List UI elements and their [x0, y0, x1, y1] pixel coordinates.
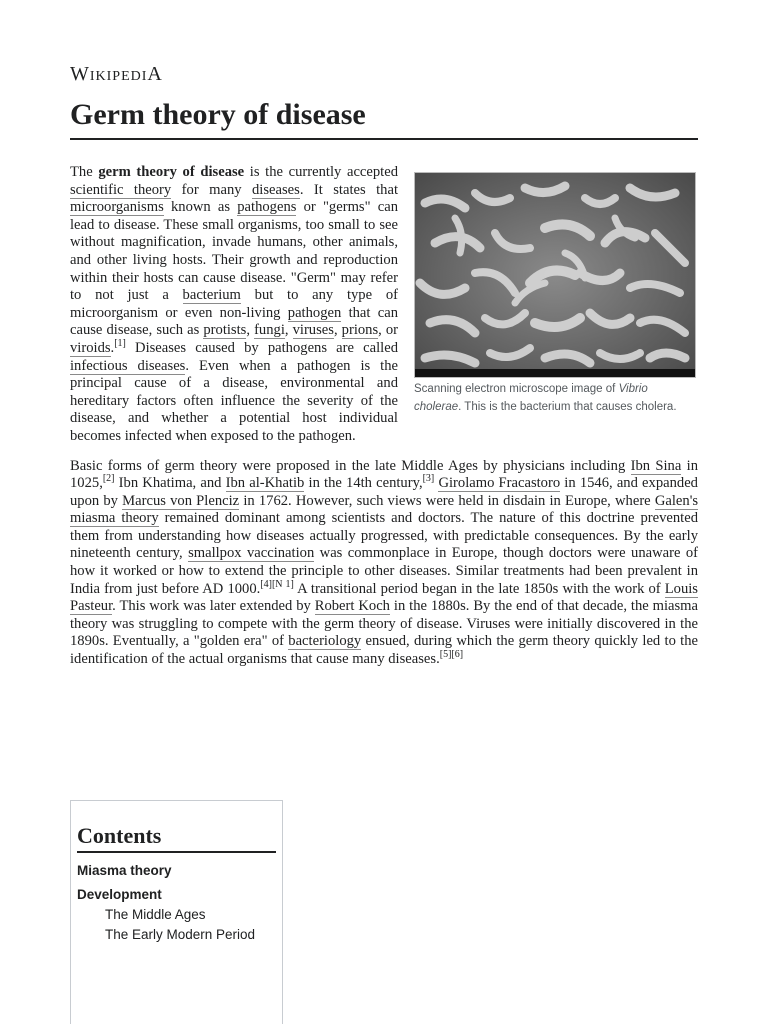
link-smallpox-vaccination[interactable]: smallpox vaccination — [188, 545, 315, 562]
link-girolamo-fracastoro[interactable]: Girolamo Fracastoro — [438, 475, 561, 492]
link-miasma-theory[interactable]: miasma theory — [70, 510, 159, 527]
text: ensued, during which the germ theory quickly led to the identification of the actual organisms that cause many diseases. — [70, 633, 698, 668]
link-diseases[interactable]: diseases — [251, 181, 300, 198]
link-ibn-sina[interactable]: Ibn Sina — [630, 457, 682, 474]
figure — [414, 172, 698, 416]
table-of-contents — [70, 800, 283, 1024]
text: in the 14th century, — [304, 475, 423, 492]
link-infectious-diseases[interactable]: infectious diseases — [70, 357, 186, 374]
link-fungi[interactable]: fungi — [254, 322, 285, 339]
link-viroids[interactable]: viroids — [70, 339, 111, 356]
text: , — [284, 322, 293, 339]
microscope-image[interactable] — [414, 172, 696, 378]
text: in the 1880s. By the end of that decade, the miasma theory was struggling to compete with the germ theory of disease. Viruses were initially discovered in the 1890s. Eventually, a "golden era" of — [70, 598, 699, 650]
citation-ref[interactable]: [3] — [422, 473, 435, 485]
toc-item-middle-ages[interactable]: The Middle Ages — [105, 907, 206, 922]
text: Basic forms of germ theory were proposed in the late Middle Ages by physicians including — [70, 457, 631, 474]
bold-term: germ theory of disease — [98, 164, 245, 180]
link-robert-koch[interactable]: Robert Koch — [314, 598, 390, 615]
citation-ref[interactable]: [4] — [260, 578, 272, 590]
text: is the currently accepted — [244, 164, 398, 180]
text: . This work was later extended by — [112, 598, 315, 615]
article — [70, 58, 698, 681]
link-pathogens[interactable]: pathogens — [237, 199, 297, 216]
text: in 1546, and expanded upon by — [70, 475, 698, 509]
link-bacterium[interactable]: bacterium — [182, 287, 241, 304]
text: remained dominant among scientists and doctors. The nature of this doctrine prevented them from understanding how diseases actually progressed, with predictable consequences. By the early nineteenth century, — [70, 510, 698, 562]
caption-text-end: . This is the bacterium that causes cholera. — [458, 401, 677, 413]
text: . Even when a pathogen is the principal cause of a disease, environmental and hereditary factors often influence the severity of the disease, and whether a potential host individual becomes infected when exposed to the pathogen. — [70, 357, 398, 444]
toc-item-early-modern-period[interactable]: The Early Modern Period — [105, 927, 256, 942]
link-pathogen[interactable]: pathogen — [287, 304, 342, 321]
text: , — [246, 322, 255, 339]
page-title: Germ theory of disease — [70, 98, 698, 140]
text: The — [70, 164, 99, 180]
text: . — [110, 339, 115, 356]
citation-ref[interactable]: [2] — [102, 473, 115, 485]
text: that can cause disease, such as — [70, 304, 398, 339]
text: known as — [163, 199, 238, 216]
text: was commonplace in Europe, though doctors were unaware of how it worked or how to extend the principle to other diseases. Similar treatments had been prevalent in India from just before AD 1000. — [70, 545, 699, 597]
link-prions[interactable]: prions — [341, 322, 379, 339]
link-louis-pasteur[interactable]: Louis Pasteur — [70, 580, 698, 615]
wikipedia-wordmark[interactable]: WikipediA — [70, 63, 163, 85]
caption-text: Scanning electron microscope image of — [414, 383, 619, 395]
citation-ref[interactable]: [6] — [451, 649, 464, 661]
link-bacteriology[interactable]: bacteriology — [288, 633, 362, 650]
text: A transitional period began in the late 1850s with the work of — [293, 580, 665, 597]
link-scientific-theory[interactable]: scientific theory — [70, 181, 172, 198]
text: Ibn Khatima, and — [114, 475, 226, 492]
link-viruses[interactable]: viruses — [292, 322, 334, 339]
text: . It states that — [299, 181, 398, 198]
text: in 1762. However, such views were held in disdain in Europe, where — [239, 492, 655, 509]
citation-ref[interactable]: [5] — [439, 649, 452, 661]
caption-species[interactable]: Vibrio cholerae — [414, 383, 648, 413]
link-microorganisms[interactable]: microorganisms — [70, 199, 164, 216]
link-marcus-von-plenciz[interactable]: Marcus von Plenciz — [122, 492, 240, 509]
toc-item-development[interactable]: Development — [77, 887, 162, 902]
text: for many — [171, 181, 252, 198]
toc-title: Contents — [77, 823, 276, 853]
text: or "germs" can lead to disease. These small organisms, too small to see without magnification, invade humans, other animals, and other living hosts. Their growth and reproduction within their hosts can cause disease. "Germ" may refer to not just a — [70, 199, 398, 304]
text: , or — [378, 322, 399, 339]
citation-ref[interactable]: [1] — [114, 338, 126, 350]
paragraph-history — [70, 458, 698, 669]
link-protists[interactable]: protists — [203, 322, 247, 339]
note-ref[interactable]: [N 1] — [271, 578, 294, 590]
text: but to any type of microorganism or even non-living — [70, 287, 398, 321]
text: , — [333, 322, 342, 339]
article-body — [70, 164, 698, 669]
link-galen[interactable]: Galen's — [654, 492, 698, 509]
text: in 1025, — [70, 457, 698, 492]
link-ibn-al-khatib[interactable]: Ibn al-Khatib — [225, 475, 305, 492]
toc-item-miasma-theory[interactable]: Miasma theory — [77, 863, 172, 878]
figure-caption — [414, 380, 698, 416]
text: Diseases caused by pathogens are called — [125, 339, 398, 356]
